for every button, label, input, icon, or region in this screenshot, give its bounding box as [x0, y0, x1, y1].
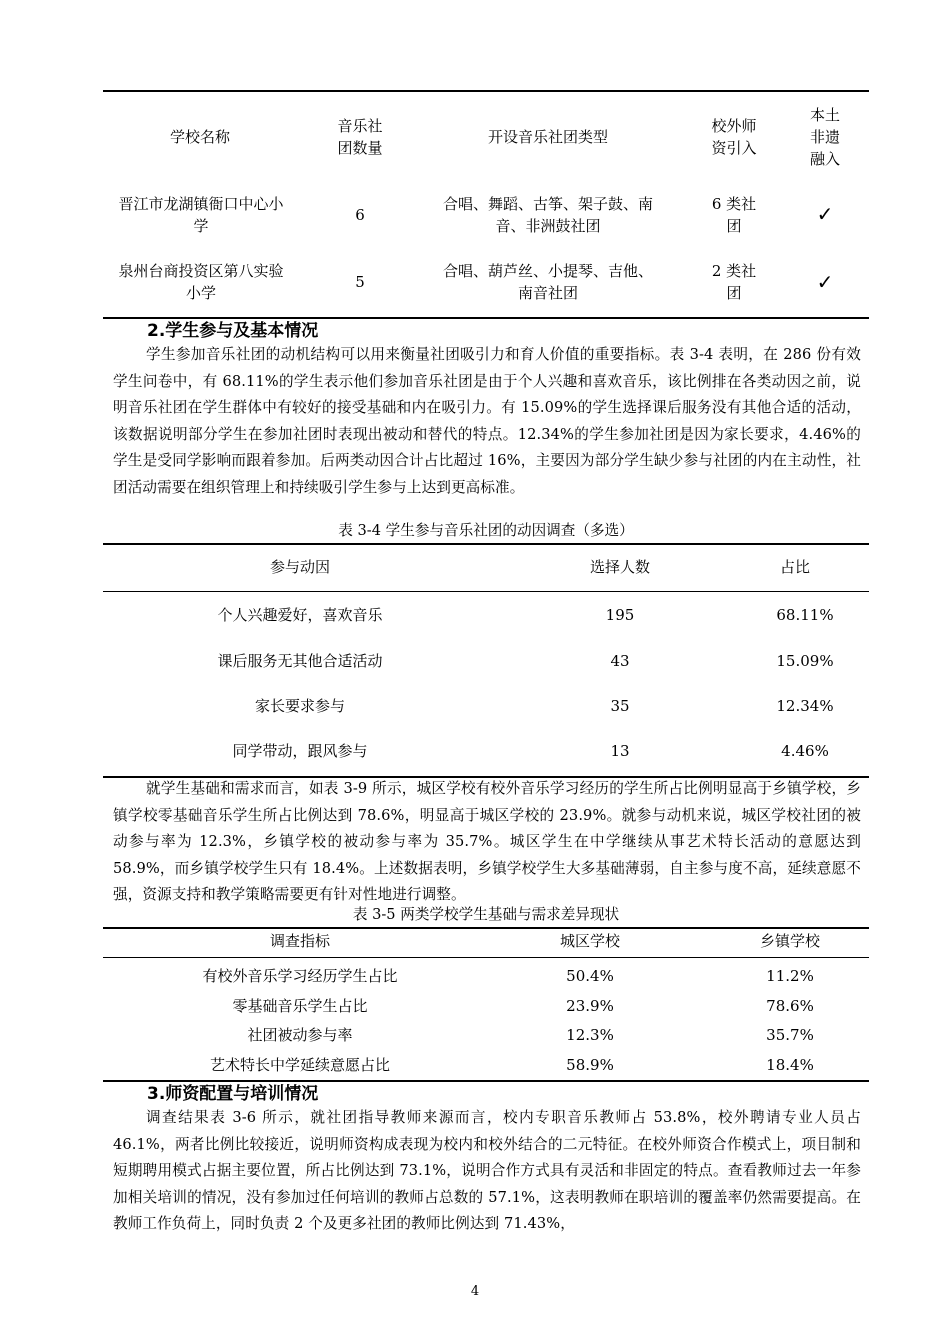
table2-header-motive: 参与动因 [269, 558, 330, 576]
table2-header-rule [103, 591, 869, 592]
table2-row1-ratio: 68.11% [776, 606, 834, 624]
table3-row1-indicator: 有校外音乐学习经历学生占比 [202, 967, 398, 985]
table1-row2-types: 合唱、葫芦丝、小提琴、吉他、 南音社团 [442, 262, 653, 302]
table2-row2-ratio: 15.09% [776, 652, 834, 670]
table1-row2-count: 5 [355, 273, 365, 291]
section-heading-3: 3.师资配置与培训情况 [147, 1084, 319, 1104]
table1-row1-types: 合唱、舞蹈、古筝、架子鼓、南 音、非洲鼓社团 [442, 195, 653, 235]
table1-top-rule [103, 90, 869, 92]
table1-header-school: 学校名称 [169, 128, 230, 146]
table2-header-ratio: 占比 [779, 558, 810, 576]
table3-row1-rural: 11.2% [766, 967, 814, 985]
table1-header-count: 音乐社 团数量 [337, 117, 383, 157]
table1-bottom-rule [103, 317, 869, 319]
table2-caption: 表 3-4 学生参与音乐社团的动因调查（多选） [338, 522, 634, 539]
table2-row4-count: 13 [610, 742, 630, 760]
table2-row1-motive: 个人兴趣爱好，喜欢音乐 [217, 606, 383, 624]
table3-row2-rural: 78.6% [766, 997, 814, 1015]
table3-header-rural: 乡镇学校 [759, 932, 820, 950]
table1-row2-school: 泉州台商投资区第八实验 小学 [118, 262, 284, 302]
table3-row3-indicator: 社团被动参与率 [247, 1026, 353, 1044]
table3-row3-rural: 35.7% [766, 1026, 814, 1044]
table3-row2-urban: 23.9% [566, 997, 614, 1015]
table3-row1-urban: 50.4% [566, 967, 614, 985]
table1-row1-count: 6 [355, 206, 365, 224]
table1-row2-check-icon: ✓ [816, 270, 834, 294]
table1-header-heritage: 本土 非遗 融入 [809, 106, 840, 168]
section2-paragraph: 学生参加音乐社团的动机结构可以用来衡量社团吸引力和育人价值的重要指标。表 3-4 表明，在 286 份有效学生问卷中，有 68.11%的学生表示他们参加音乐社团是由于个人兴趣和喜欢音乐，该比例排在各类动因之前，说明音乐社团在学生群体中有较好的接受基础和内在吸引力。有 15.09%的学生选择课后服务没有其他合适的活动，该数据说明部分学生在参加社团时表现出被动和替代的特点。12.34%的学生参加社团是因为家长要求，4.46%的学生是受同学影响而跟着参加。后两类动因合计占比超过 16%，主要因为部分学生缺少参与社团的内在主动性，社团活动需要在组织管理上和持续吸引学生参与上达到更高标准。 [113, 346, 861, 496]
table1-row1-check-icon: ✓ [816, 202, 834, 226]
table2-row4-motive: 同学带动，跟风参与 [232, 742, 368, 760]
table1-row1-external: 6 类社 团 [711, 195, 757, 235]
table3-row2-indicator: 零基础音乐学生占比 [232, 997, 368, 1015]
table3-header-rule [103, 957, 869, 958]
table2-row1-count: 195 [605, 606, 635, 624]
table3-row3-urban: 12.3% [566, 1026, 614, 1044]
table2-row3-ratio: 12.34% [776, 697, 834, 715]
table1-header-types: 开设音乐社团类型 [487, 128, 608, 146]
table2-row3-count: 35 [610, 697, 630, 715]
section-heading-2: 2.学生参与及基本情况 [147, 321, 319, 341]
table2-top-rule [103, 543, 869, 545]
table1-row1-school: 晋江市龙湖镇衙口中心小 学 [118, 195, 284, 235]
table3-top-rule [103, 927, 869, 929]
table3-row4-urban: 58.9% [566, 1056, 614, 1074]
table1-row2-external: 2 类社 团 [711, 262, 757, 302]
section3-paragraph: 调查结果表 3-6 所示，就社团指导教师来源而言，校内专职音乐教师占 53.8%，校外聘请专业人员占 46.1%，两者比例比较接近，说明师资构成表现为校内和校外结合的二元特征。在校外师资合作模式上，项目制和短期聘用模式占据主要位置，所占比例达到 73.1%，说明合作方式具有灵活和非固定的特点。查看教师过去一年参加相关培训的情况，没有参加过任何培训的教师占总数的 57.1%，这表明教师在职培训的覆盖率仍然需要提高。在教师工作负荷上，同时负责 2 个及更多社团的教师比例达到 71.43%， [113, 1109, 861, 1233]
table2-row2-count: 43 [610, 652, 630, 670]
table1-header-external: 校外师 资引入 [711, 117, 757, 157]
table3-header-urban: 城区学校 [559, 932, 620, 950]
table3-header-indicator: 调查指标 [269, 932, 330, 950]
section2-paragraph-2: 就学生基础和需求而言，如表 3-9 所示，城区学校有校外音乐学习经历的学生所占比例明显高于乡镇学校，乡镇学校零基础音乐学生所占比例达到 78.6%，明显高于城区学校的 23.9%。就参与动机来说，城区学校社团的被动参与率为 12.3%，乡镇学校的被动参与率为 35.7%。城区学生在中学继续从事艺术特长活动的意愿达到 58.9%，而乡镇学校学生只有 18.4%。上述数据表明，乡镇学校学生大多基础薄弱，自主参与度不高，延续意愿不强，资源支持和教学策略需要更有针对性地进行调整。 [113, 780, 861, 904]
table2-header-count: 选择人数 [589, 558, 650, 576]
table3-row4-indicator: 艺术特长中学延续意愿占比 [209, 1056, 390, 1074]
table3-caption: 表 3-5 两类学校学生基础与需求差异现状 [352, 906, 620, 923]
table2-row3-motive: 家长要求参与 [254, 697, 345, 715]
table2-row4-ratio: 4.46% [781, 742, 829, 760]
table3-bottom-rule [103, 1080, 869, 1082]
table2-row2-motive: 课后服务无其他合适活动 [217, 652, 383, 670]
table3-row4-rural: 18.4% [766, 1056, 814, 1074]
page-number: 4 [470, 1284, 480, 1299]
